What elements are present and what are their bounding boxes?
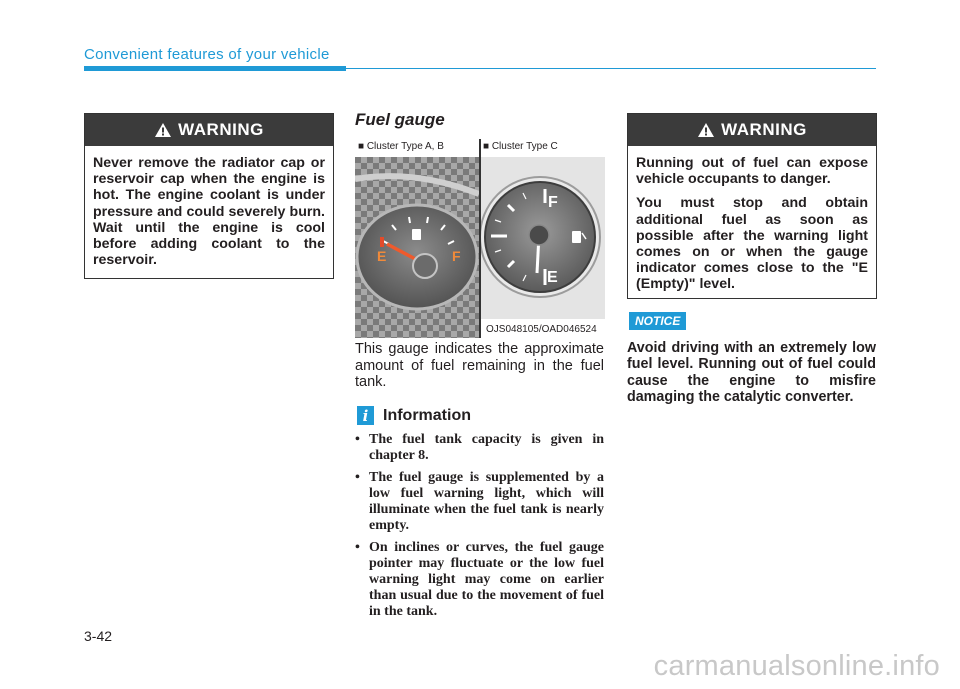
- cluster-type-c-label: ■ Cluster Type C: [483, 141, 558, 152]
- bullet-text: The fuel gauge is supplemented by a low fuel warning light, which will illuminate when the fuel tank is nearly empty.: [369, 470, 604, 533]
- header-rule-thin: [346, 68, 876, 69]
- information-title: Information: [383, 407, 471, 424]
- warning-text-2: You must stop and obtain additional fuel as soon as possible after the warning light comes on or when the gauge indicator comes close to the "E (Empty)" level.: [636, 195, 868, 293]
- information-icon: i: [357, 406, 374, 425]
- information-list: [355, 432, 604, 626]
- section-title: Convenient features of your vehicle: [84, 46, 330, 63]
- cluster-type-ab-label: ■ Cluster Type A, B: [358, 141, 444, 152]
- information-bullet: • The fuel tank capacity is given in chapter 8.: [355, 432, 604, 463]
- warning-header: [628, 114, 876, 146]
- warning-text-1: Running out of fuel can expose vehicle occupants to danger.: [636, 155, 868, 188]
- information-bullet: • The fuel gauge is supplemented by a low fuel warning light, which will illuminate when the fuel tank is nearly empty.: [355, 470, 604, 533]
- bullet-text: The fuel tank capacity is given in chapter 8.: [369, 432, 604, 463]
- warning-triangle-icon: [154, 122, 172, 138]
- warning-title: WARNING: [178, 120, 264, 139]
- warning-box-coolant: [84, 113, 334, 279]
- warning-triangle-icon: [697, 122, 715, 138]
- information-bullet: • On inclines or curves, the fuel gauge pointer may fluctuate or the low fuel warning light may come on earlier than usual due to the movement of fuel in the tank.: [355, 540, 604, 619]
- bullet-text: On inclines or curves, the fuel gauge pointer may fluctuate or the low fuel warning light may come on earlier than usual due to the movement of fuel in the tank.: [369, 540, 604, 619]
- warning-box-fuel: [627, 113, 877, 299]
- fuel-gauge-illustration: [355, 139, 605, 338]
- warning-body: [85, 146, 333, 268]
- fuel-gauge-description: This gauge indicates the approximate amount of fuel remaining in the fuel tank.: [355, 341, 604, 390]
- notice-badge: NOTICE: [629, 312, 686, 330]
- image-code: OJS048105/OAD046524: [486, 324, 597, 335]
- fuel-gauge-heading: Fuel gauge: [355, 110, 445, 129]
- notice-text: Avoid driving with an extremely low fuel level. Running out of fuel could cause the engine to misfire damaging the catalytic converter.: [627, 340, 876, 406]
- watermark: carmanualsonline.info: [653, 650, 940, 682]
- page-number: 3-42: [84, 628, 113, 644]
- warning-title: WARNING: [721, 120, 807, 139]
- gauge-c-full-label: F: [548, 194, 558, 211]
- gauge-ab-full-label: F: [452, 248, 461, 264]
- warning-body: [628, 146, 876, 293]
- gauge-ab-empty-label: E: [377, 248, 387, 264]
- fuel-gauge-image: [355, 139, 605, 338]
- gauge-c-empty-label: E: [547, 269, 558, 286]
- header-rule-thick: [84, 66, 346, 71]
- warning-text: Never remove the radiator cap or reservoir cap when the engine is hot. The engine coolant is under pressure and could severely burn. Wait until the engine is cool before adding coolant to the reservoir.: [93, 155, 325, 269]
- warning-header: [85, 114, 333, 146]
